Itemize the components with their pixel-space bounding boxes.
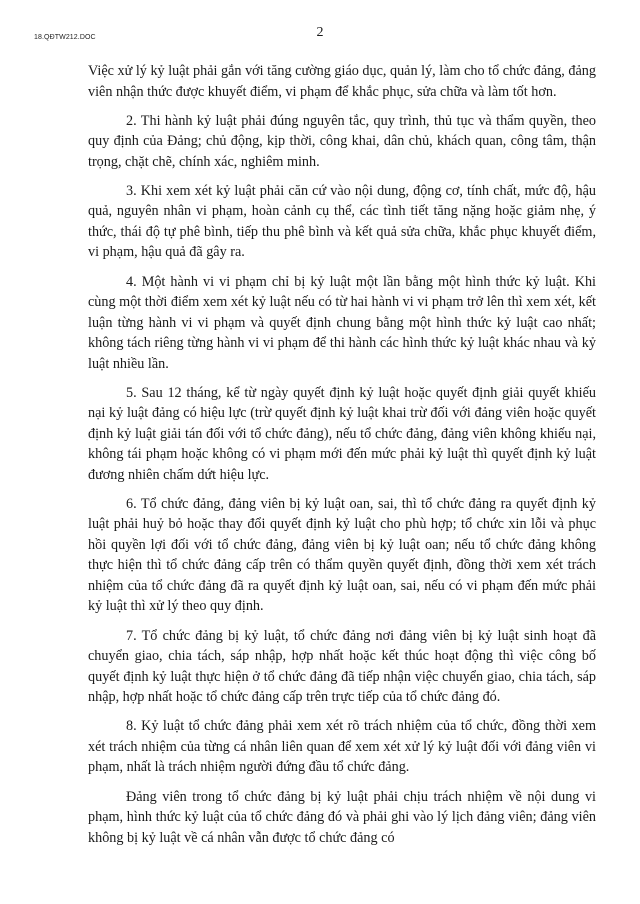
paragraph-2: 2. Thi hành kỷ luật phải đúng nguyên tắc, quy trình, thủ tục và thẩm quyền, theo quy định của Đảng; chủ động, kịp thời, công khai, dân chủ, khách quan, công tâm, thận trọng, chặt chẽ, chính xác, nghiêm minh. [88,112,596,170]
paragraph-6: 6. Tổ chức đảng, đảng viên bị kỷ luật oan, sai, thì tổ chức đảng ra quyết định kỷ luật phải huỷ bỏ hoặc thay đổi quyết định kỷ luật cho phù hợp; tổ chức xin lỗi và phục hồi quyền lợi đối với tổ chức đảng, đảng viên bị kỷ luật oan; nếu tổ chức đảng không thực hiện thì tổ chức đảng cấp trên có thẩm quyền quyết định, đồng thời xem xét trách nhiệm của tổ chức đảng đã ra quyết định kỷ luật oan, sai, nếu có vi phạm đến mức phải kỷ luật thì xử lý theo quy định. [88,495,596,615]
paragraph-7: 7. Tổ chức đảng bị kỷ luật, tổ chức đảng nơi đảng viên bị kỷ luật sinh hoạt đã chuyển giao, chia tách, sáp nhập, hợp nhất hoặc kết thúc hoạt động thì việc công bố quyết định kỷ luật thực hiện ở tổ chức đảng đã tiếp nhận việc chuyển giao, chia tách, sáp nhập, hợp nhất hoặc tổ chức đảng cấp trên trực tiếp của tổ chức đảng đó. [88,627,596,706]
paragraph-8: 8. Kỷ luật tổ chức đảng phải xem xét rõ trách nhiệm của tổ chức, đồng thời xem xét trách nhiệm của từng cá nhân liên quan để xem xét xử lý kỷ luật đối với đảng viên vi phạm, nhất là trách nhiệm người đứng đầu tổ chức đảng. [88,718,596,776]
paragraph-3: 3. Khi xem xét kỷ luật phải căn cứ vào nội dung, động cơ, tính chất, mức độ, hậu quả, nguyên nhân vi phạm, hoàn cảnh cụ thể, các tình tiết tăng nặng hoặc giảm nhẹ, ý thức, thái độ tự phê bình, tiếp thu phê bình và kết quả sửa chữa, khắc phục khuyết điểm, vi phạm, hậu quả đã gây ra. [88,182,596,261]
paragraph-9: Đảng viên trong tổ chức đảng bị kỷ luật phải chịu trách nhiệm về nội dung vi phạm, hình thức kỷ luật của tổ chức đảng đó và phải ghi vào lý lịch đảng viên; đảng viên không bị kỷ luật về cá nhân vẫn được tổ chức đảng có [88,788,596,846]
paragraph-4: 4. Một hành vi vi phạm chỉ bị kỷ luật một lần bằng một hình thức kỷ luật. Khi cùng một thời điểm xem xét kỷ luật nếu có từ hai hành vi vi phạm trở lên thì xem xét, kết luận từng hành vi vi phạm và quyết định chung bằng một hình thức kỷ luật cao nhất; không tách riêng từng hành vi vi phạm để thi hành các hình thức kỷ luật khác nhau và kỷ luật nhiều lần. [88,273,596,372]
paragraph-5: 5. Sau 12 tháng, kể từ ngày quyết định kỷ luật hoặc quyết định giải quyết khiếu nại kỷ luật đảng có hiệu lực (trừ quyết định kỷ luật khai trừ đối với đảng viên hoặc quyết định kỷ luật giải tán đối với tổ chức đảng), nếu tổ chức đảng, đảng viên không khiếu nại, không tái phạm hoặc không có vi phạm mới đến mức phải kỷ luật thì quyết định kỷ luật đương nhiên chấm dứt hiệu lực. [88,384,596,483]
paragraph-1: Việc xử lý kỷ luật phải gắn với tăng cường giáo dục, quản lý, làm cho tổ chức đảng, đảng viên nhận thức được khuyết điểm, vi phạm để khắc phục, sửa chữa và làm tốt hơn. [88,63,596,100]
file-label: 18.QĐTW212.DOC [34,34,96,41]
document-body [88,61,596,848]
page-number: 2 [316,25,324,40]
